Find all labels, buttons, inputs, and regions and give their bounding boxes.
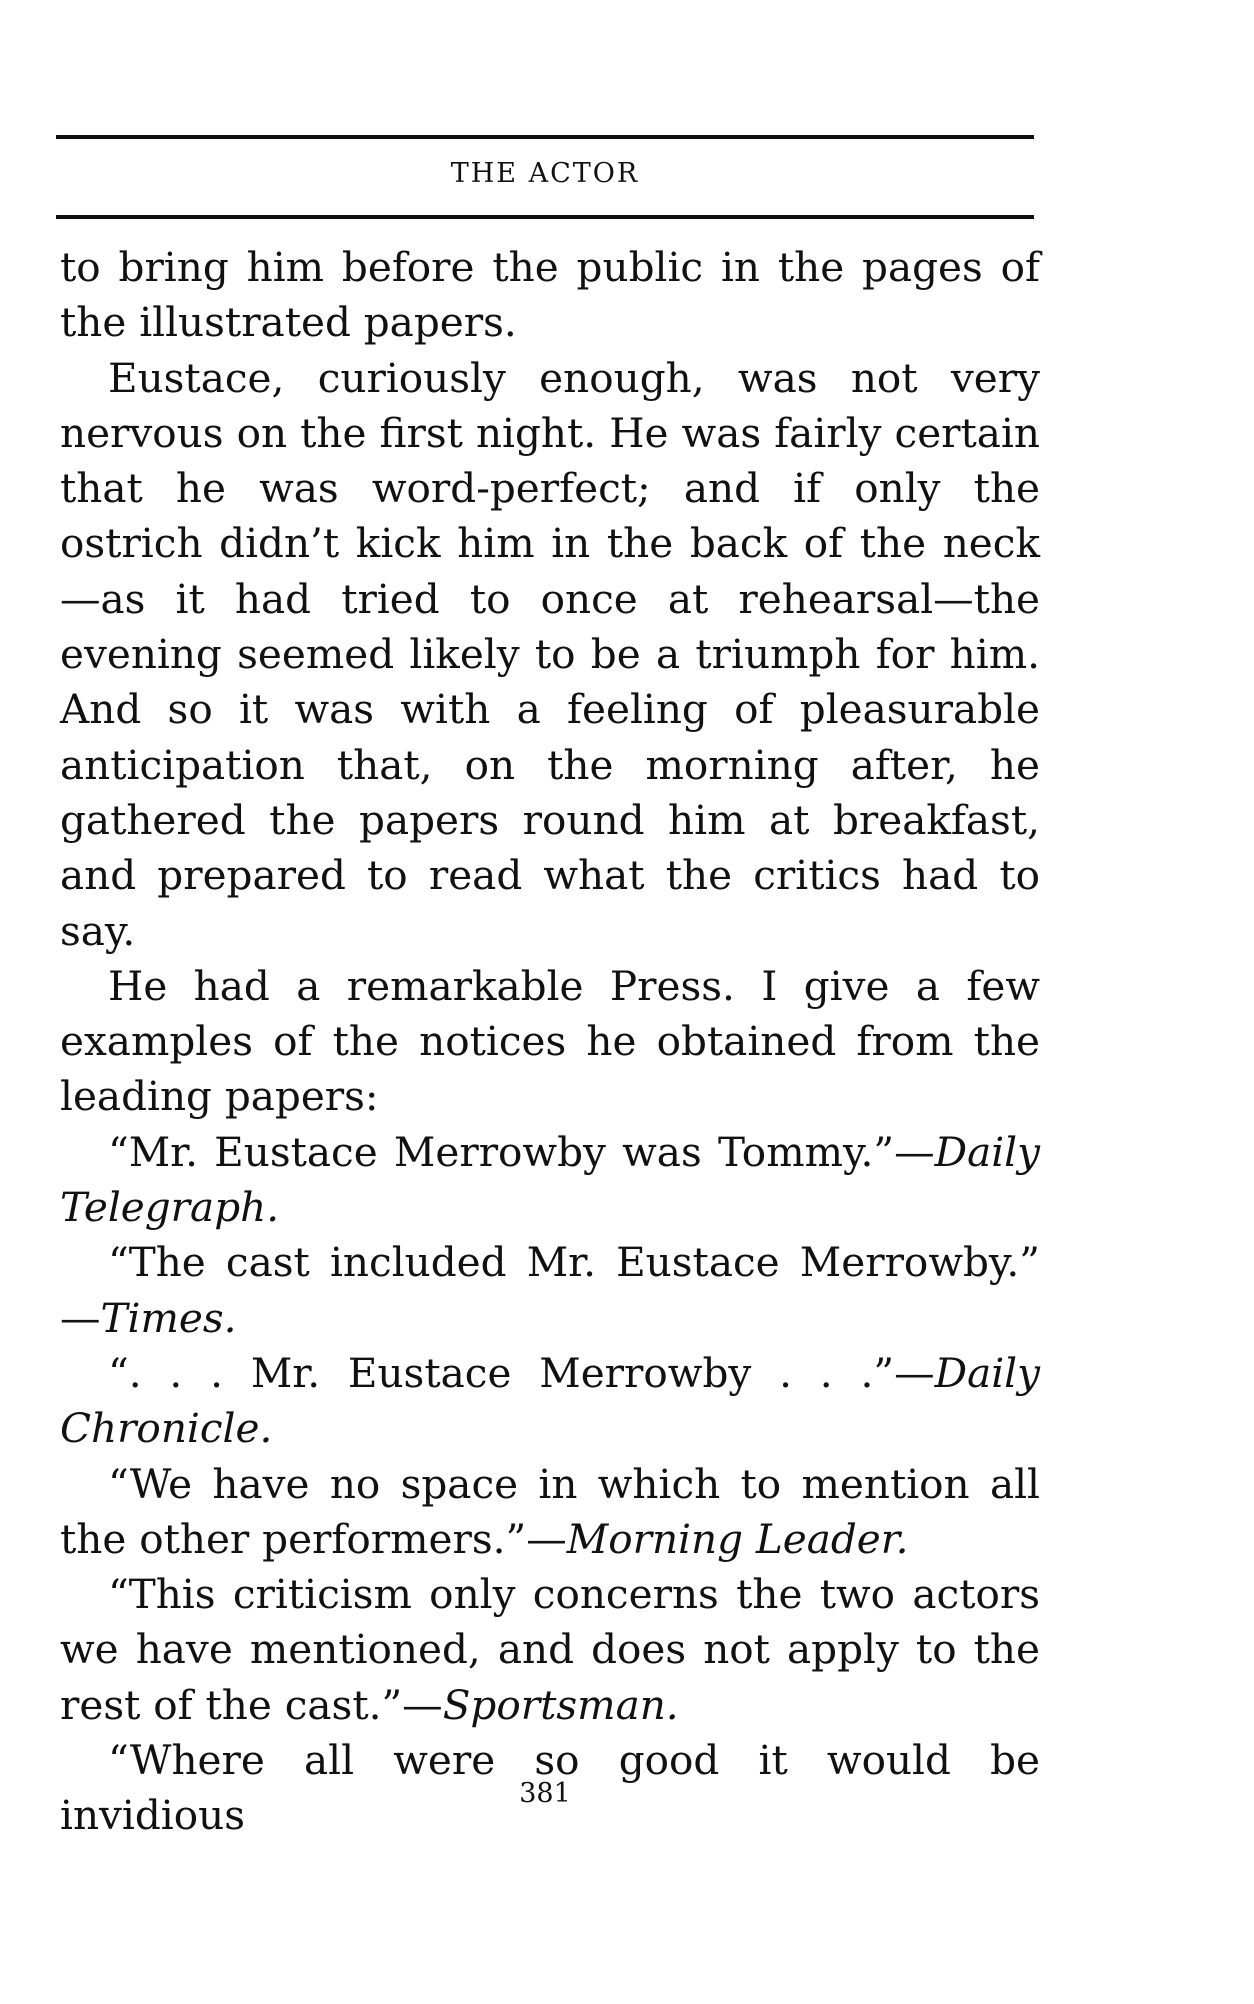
paragraph-continued: to bring him before the public in the pages of the illustrated papers. [60, 243, 1040, 347]
page-number: 381 [519, 1778, 571, 1809]
press-notice [60, 1235, 1040, 1346]
press-notice [60, 1457, 1040, 1568]
notice-source: Daily Chronicle. [60, 1348, 1040, 1453]
notice-quote: “Mr. Eustace Merrowby was Tommy.”— [108, 1127, 935, 1176]
press-notice [60, 1125, 1040, 1236]
press-notice [60, 1346, 1040, 1457]
notice-source: Sportsman. [442, 1680, 679, 1729]
press-notice [60, 1567, 1040, 1733]
notice-source: Morning Leader. [566, 1514, 909, 1563]
notice-source: Daily Telegraph. [60, 1127, 1040, 1232]
notice-source: Times. [100, 1293, 237, 1342]
header-bottom-rule [56, 215, 1034, 219]
notice-quote: “The cast included Mr. Eustace Merrowby.” — [60, 1238, 1040, 1342]
header-top-rule [56, 135, 1034, 139]
paragraph-first-night: Eustace, curiously enough, was not very nervous on the first night. He was fairly certain that he was word-perfect; and if only the ostrich didn’t kick him in the back of the neck—as it had tried to once at rehearsal—the evening seemed likely to be a triumph for him. And so it was with a feeling of pleasurable anticipation that, on the morning after, he gathered the papers round him at breakfast, and prepared to read what the critics had to say. [60, 353, 1040, 955]
notice-quote: “We have no space in which to mention all the other performers.”— [60, 1459, 1040, 1563]
body-text [60, 240, 1040, 1844]
notice-quote: “This criticism only concerns the two actors we have mentioned, and does not apply to the rest of the cast.”— [60, 1570, 1040, 1729]
running-head: THE ACTOR [450, 158, 640, 189]
paragraph-last-line: “Where all were so good it would be invidious [60, 1736, 1040, 1840]
paragraph-press: He had a remarkable Press. I give a few examples of the notices he obtained from the leading papers: [60, 961, 1040, 1121]
notice-quote: “. . . Mr. Eustace Merrowby . . .”— [108, 1348, 935, 1397]
